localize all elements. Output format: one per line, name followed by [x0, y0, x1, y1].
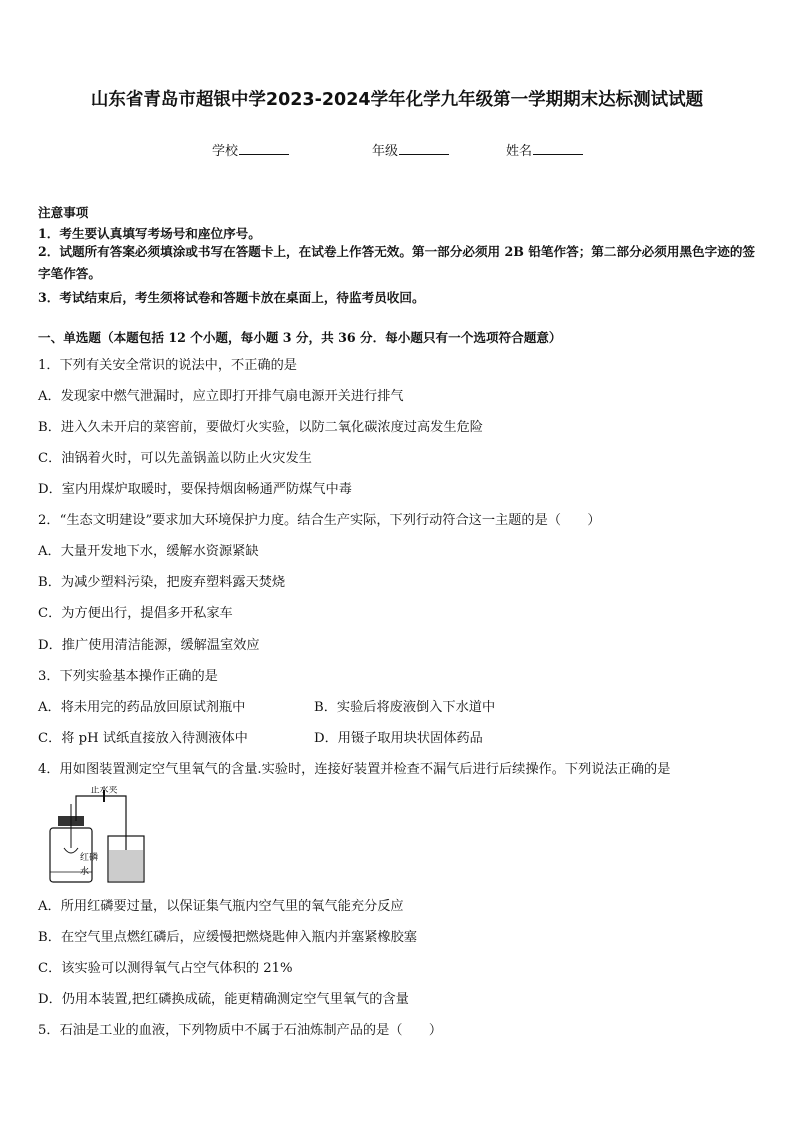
clamp-label: 止水夹 [90, 786, 118, 796]
option-b: B．实验后将废液倒入下水道中 [314, 700, 496, 715]
option-c: C．该实验可以测得氧气占空气体积的 21% [38, 961, 293, 976]
page-title: 山东省青岛市超银中学2023-2024学年化学九年级第一学期期末达标测试试题 [90, 90, 704, 110]
school-blank [239, 142, 289, 155]
option-a: A．所用红磷要过量，以保证集气瓶内空气里的氧气能充分反应 [38, 899, 404, 914]
option-d: D．用镊子取用块状固体药品 [314, 731, 483, 746]
beaker-water [109, 850, 143, 881]
name-blank [533, 142, 583, 155]
option-b: B．在空气里点燃红磷后，应缓慢把燃烧匙伸入瓶内并塞紧橡胶塞 [38, 930, 417, 945]
option-c: C．将 pH 试纸直接放入待测液体中 [38, 731, 248, 746]
option-d: D．仍用本装置,把红磷换成硫，能更精确测定空气里氧气的含量 [38, 992, 409, 1007]
question-stem: 1．下列有关安全常识的说法中，不正确的是 [38, 358, 297, 373]
grade-field [372, 140, 449, 159]
question-stem: 4．用如图装置测定空气里氧气的含量.实验时，连接好装置并检查不漏气后进行后续操作。下列说法正确的是 [38, 762, 671, 777]
spoon-bowl [64, 848, 78, 853]
option-a: A．大量开发地下水，缓解水资源紧缺 [38, 544, 259, 559]
name-label: 姓名 [506, 144, 533, 159]
apparatus-figure [46, 786, 146, 886]
water-label: 水 [80, 867, 90, 877]
name-field [506, 140, 583, 159]
option-d: D．推广使用清洁能源，缓解温室效应 [38, 638, 260, 653]
option-c: C．为方便出行，提倡多开私家车 [38, 606, 233, 621]
option-d: D．室内用煤炉取暖时，要保持烟囱畅通严防煤气中毒 [38, 482, 352, 497]
grade-label: 年级 [372, 144, 399, 159]
option-c: C．油锅着火时，可以先盖锅盖以防止火灾发生 [38, 451, 312, 466]
option-a: A．发现家中燃气泄漏时，应立即打开排气扇电源开关进行排气 [38, 389, 404, 404]
option-b: B．进入久未开启的菜窖前，要做灯火实验，以防二氧化碳浓度过高发生危险 [38, 420, 483, 435]
question-stem: 3．下列实验基本操作正确的是 [38, 669, 218, 684]
question-stem: 5．石油是工业的血液，下列物质中不属于石油炼制产品的是（ ） [38, 1023, 443, 1038]
notice-item: 2．试题所有答案必须填涂或书写在答题卡上，在试卷上作答无效。第一部分必须用 2B 铅笔作答；第二部分必须用黑色字迹的签字笔作答。 [38, 244, 756, 281]
notice-heading: 注意事项 [38, 205, 89, 220]
school-label: 学校 [212, 144, 239, 159]
notice-item: 1．考生要认真填写考场号和座位序号。 [38, 226, 261, 241]
school-field [212, 140, 289, 159]
option-b: B．为减少塑料污染，把废弃塑料露天焚烧 [38, 575, 286, 590]
grade-blank [399, 142, 449, 155]
question-stem: 2．“生态文明建设”要求加大环境保护力度。结合生产实际，下列行动符合这一主题的是（ ） [38, 513, 601, 528]
notice-item: 3．考试结束后，考生须将试卷和答题卡放在桌面上，待监考员收回。 [38, 290, 425, 305]
option-a: A．将未用完的药品放回原试剂瓶中 [38, 700, 246, 715]
section-heading: 一、单选题（本题包括 12 个小题，每小题 3 分，共 36 分．每小题只有一个选项符合题意） [38, 330, 562, 345]
phosphorus-label: 红磷 [80, 853, 99, 863]
